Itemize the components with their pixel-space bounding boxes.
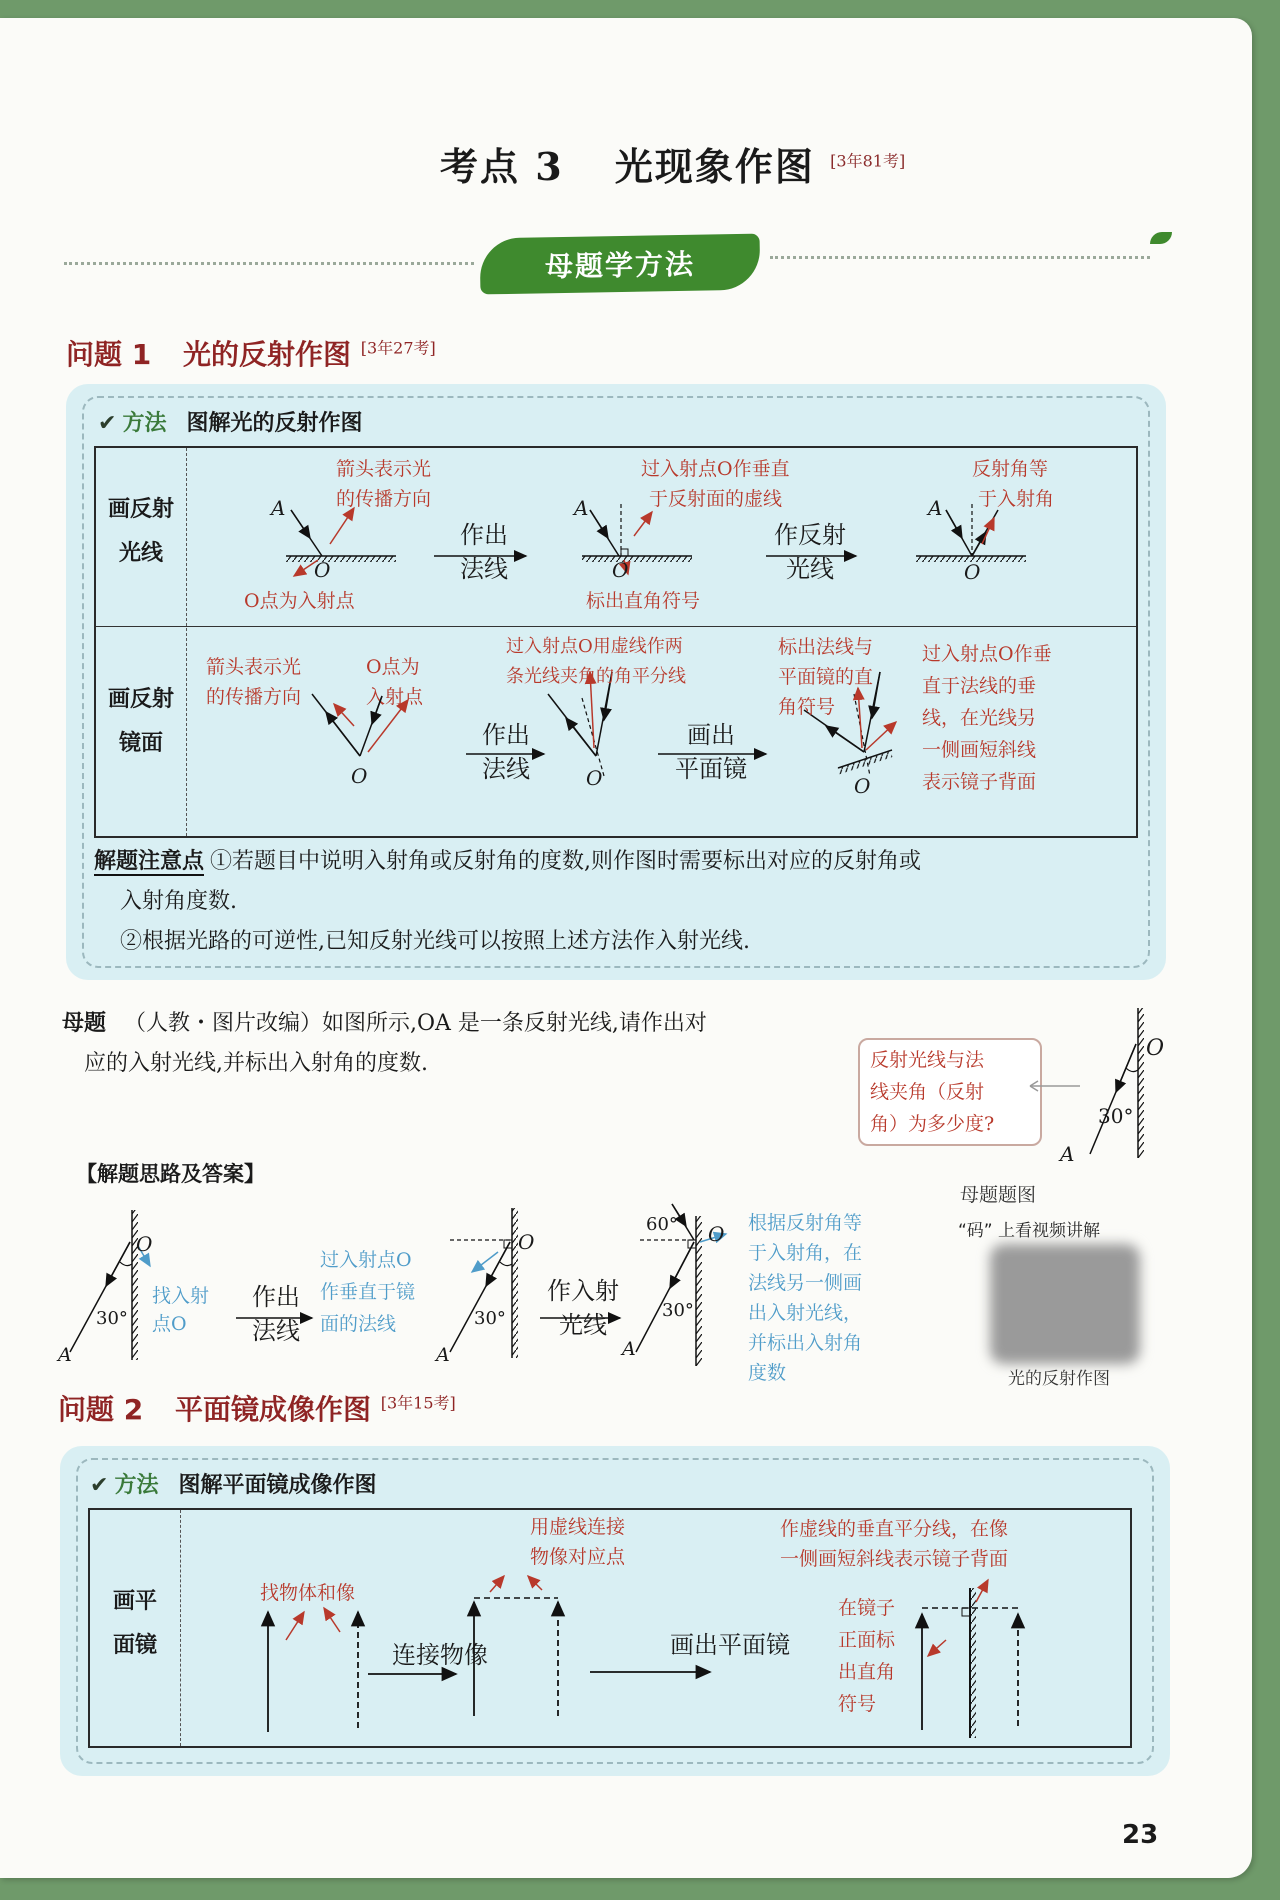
- label-O: O: [964, 560, 981, 584]
- page-number: 23: [1122, 1820, 1159, 1850]
- row2-label-line2: 镜面: [118, 731, 163, 756]
- note-line: 反射角等: [972, 458, 1049, 480]
- note-line: 的传播方向: [336, 488, 432, 510]
- note-line: 入射点: [366, 686, 424, 708]
- angle-label: 30°: [96, 1308, 128, 1329]
- note-line: 箭头表示光: [336, 458, 432, 480]
- section-number: 考点 3: [440, 144, 564, 189]
- page-title: [440, 136, 905, 191]
- mother-problem-label: 母题: [62, 1011, 107, 1036]
- label-A: A: [622, 1338, 636, 1360]
- note-line: 角符号: [778, 696, 836, 718]
- note-bisector: [506, 632, 686, 692]
- step-draw-normal-2: [464, 718, 548, 786]
- problem2-label: 问题 2: [58, 1393, 144, 1426]
- note-line: 点O: [152, 1313, 187, 1335]
- checkmark-icon: ✔: [98, 411, 117, 436]
- step-top: 作出: [252, 1283, 300, 1311]
- label-O: O: [351, 764, 368, 788]
- row1-label-line2: 光线: [118, 541, 163, 566]
- note-line: 一侧画短斜线表示镜子背面: [780, 1548, 1009, 1570]
- row-label-line1: 画平: [112, 1589, 157, 1614]
- note-line: 并标出入射角: [748, 1332, 863, 1354]
- tip-1: [94, 842, 1154, 882]
- step-draw-mirror: 画出平面镜: [670, 1631, 790, 1659]
- problem2-heading: [58, 1388, 456, 1428]
- note-equal-angles: [972, 454, 1054, 514]
- note-line: 法线另一侧画: [748, 1272, 863, 1294]
- note-mark-right-angle: [778, 632, 873, 722]
- note-line: 出直角: [838, 1661, 896, 1683]
- figure-caption: 母题题图: [960, 1184, 1037, 1206]
- step-draw-mirror: [656, 718, 766, 786]
- step-top: 画出: [687, 721, 735, 749]
- tip-2: ②根据光路的可逆性,已知反射光线可以按照上述方法作入射光线.: [120, 929, 750, 954]
- step-top: 作反射: [774, 521, 846, 549]
- divider-left: [64, 262, 474, 265]
- method-label: 方法: [122, 411, 167, 436]
- divider-right: [770, 256, 1150, 259]
- note-line: 作垂直于镜: [320, 1281, 416, 1303]
- problem1-heading: [66, 333, 436, 373]
- step-bottom: 平面镜: [675, 755, 747, 783]
- note-line: 度数: [748, 1362, 787, 1384]
- method-label: 方法: [114, 1473, 159, 1498]
- method-table-2: [88, 1508, 1132, 1748]
- note-line: 线，在光线另: [922, 707, 1037, 729]
- label-A: A: [58, 1344, 72, 1366]
- mother-problem-text: 应的入射光线,并标出入射角的度数.: [84, 1051, 428, 1076]
- plane-mirror-diagram: [90, 1510, 1130, 1746]
- mother-problem-line1: [62, 1004, 862, 1044]
- label-A: A: [1060, 1142, 1075, 1166]
- note-line: 平面镜的直: [778, 666, 874, 688]
- note-line: 在镜子: [838, 1597, 896, 1619]
- exam-frequency-tag: [3年81考]: [830, 151, 906, 171]
- step-bottom: 光线: [786, 555, 834, 583]
- method-heading: [98, 406, 362, 437]
- step-draw-normal: [444, 518, 524, 586]
- note-line: 于入射角: [978, 488, 1055, 510]
- note-line: 条光线夹角的角平分线: [506, 666, 686, 687]
- mother-problem-figure: [1030, 1006, 1170, 1166]
- note-right-angle: 标出直角符号: [586, 590, 701, 612]
- note-line: 标出法线与: [778, 636, 874, 658]
- label-O: O: [314, 558, 331, 582]
- note-line: 于反射面的虚线: [649, 488, 783, 510]
- method-title: 图解平面镜成像作图: [178, 1473, 377, 1498]
- note-line: 根据反射角等: [748, 1212, 863, 1234]
- label-O: O: [1146, 1036, 1165, 1061]
- note-line: 一侧画短斜线: [922, 739, 1037, 761]
- label-A: A: [271, 496, 286, 520]
- note-line: 出入射光线，: [748, 1302, 863, 1324]
- note-line: 的传播方向: [206, 686, 302, 708]
- method-panel-1: [66, 384, 1166, 980]
- label-O: O: [586, 766, 603, 790]
- mother-problem: [62, 1004, 862, 1084]
- label-O: O: [708, 1222, 725, 1246]
- step-bottom: 光线: [559, 1311, 607, 1339]
- note-incidence-point: O点为入射点: [244, 590, 355, 612]
- callout-box: [858, 1038, 1042, 1146]
- method-panel-2: [60, 1446, 1170, 1776]
- note-line: 符号: [838, 1693, 877, 1715]
- problem2-title: 平面镜成像作图: [174, 1393, 371, 1426]
- step-top: 作出: [460, 521, 508, 549]
- solution-heading: 【解题思路及答案】: [76, 1162, 265, 1186]
- callout-line: 角）为多少度?: [870, 1113, 995, 1135]
- angle-label: 30°: [662, 1300, 694, 1321]
- tip-1-continued: 入射角度数.: [120, 889, 237, 914]
- step-top: 作入射: [547, 1277, 619, 1305]
- step-bottom: 法线: [482, 755, 530, 783]
- method-title: 图解光的反射作图: [186, 411, 363, 436]
- note-line: 箭头表示光: [206, 656, 302, 678]
- step-bottom: 法线: [252, 1317, 300, 1345]
- problem1-label: 问题 1: [66, 338, 152, 371]
- note-find-object-image: 找物体和像: [260, 1582, 356, 1604]
- note-perpendicular: [922, 638, 1052, 798]
- row-label-line2: 面镜: [112, 1633, 157, 1658]
- angle-label: 30°: [474, 1308, 506, 1329]
- step-bottom: 法线: [460, 555, 508, 583]
- callout-line: 反射光线与法: [870, 1049, 985, 1071]
- note-line: 过入射点O用虚线作两: [506, 636, 683, 657]
- textbook-page: [0, 18, 1252, 1878]
- tips-block: [94, 842, 1154, 962]
- label-O: O: [136, 1232, 153, 1256]
- label-O: O: [612, 558, 629, 582]
- label-O: O: [518, 1230, 535, 1254]
- tips-label: 解题注意点: [94, 849, 205, 874]
- sol-step-normal: [236, 1280, 316, 1348]
- note-line: 于入射角，在: [748, 1242, 863, 1264]
- sol-note-find-point: [152, 1282, 209, 1338]
- video-text: “码” 上看视频讲解: [958, 1221, 1101, 1241]
- note-line: 面的法线: [320, 1313, 397, 1335]
- label-A: A: [574, 496, 589, 520]
- row1-label-line1: 画反射: [107, 497, 174, 522]
- problem1-tag: [3年27考]: [360, 338, 436, 358]
- qr-code[interactable]: [990, 1244, 1140, 1364]
- angle-label: 30°: [1098, 1104, 1134, 1128]
- note-line: 找入射: [152, 1285, 210, 1307]
- method-table: [94, 446, 1138, 838]
- note-line: 过入射点O: [320, 1249, 412, 1271]
- sol-note-incident: [748, 1208, 862, 1388]
- section-banner: 母题学方法: [480, 234, 761, 295]
- note-line: 正面标: [838, 1629, 896, 1651]
- row2-label-line1: 画反射: [107, 687, 174, 712]
- note-line: 作虚线的垂直平分线，在像: [780, 1518, 1009, 1540]
- note-line: 直于法线的垂: [922, 675, 1037, 697]
- mother-problem-text: （人教・图片改编）如图所示,OA 是一条反射光线,请作出对: [124, 1011, 707, 1036]
- note-line: 物像对应点: [530, 1546, 626, 1568]
- label-A: A: [436, 1344, 450, 1366]
- step-draw-reflected: [760, 518, 860, 586]
- video-caption: 光的反射作图: [1008, 1369, 1110, 1389]
- note-line: 过入射点O作垂: [922, 643, 1052, 665]
- step-connect: 连接物像: [392, 1641, 488, 1669]
- label-A: A: [928, 496, 943, 520]
- section-title: 光现象作图: [614, 144, 815, 189]
- step-top: 作出: [482, 721, 530, 749]
- problem1-title: 光的反射作图: [182, 338, 351, 371]
- sol-note-normal: [320, 1244, 415, 1340]
- tip-1-text: ①若题目中说明入射角或反射角的度数,则作图时需要标出对应的反射角或: [210, 849, 922, 874]
- method-heading: [90, 1468, 376, 1499]
- checkmark-icon: ✔: [90, 1473, 109, 1498]
- note-line: 表示镜子背面: [922, 771, 1037, 793]
- note-line: O点为: [366, 656, 420, 678]
- note-line: 过入射点O作垂直: [641, 458, 790, 480]
- problem2-tag: [3年15考]: [380, 1393, 456, 1413]
- callout-line: 线夹角（反射: [870, 1081, 985, 1103]
- note-line: 用虚线连接: [530, 1516, 626, 1538]
- label-O: O: [854, 774, 871, 798]
- angle-60-label: 60°: [646, 1214, 678, 1235]
- leaf-icon: [1150, 232, 1172, 244]
- sol-step-incident: [540, 1274, 626, 1342]
- note-normal: [641, 454, 790, 514]
